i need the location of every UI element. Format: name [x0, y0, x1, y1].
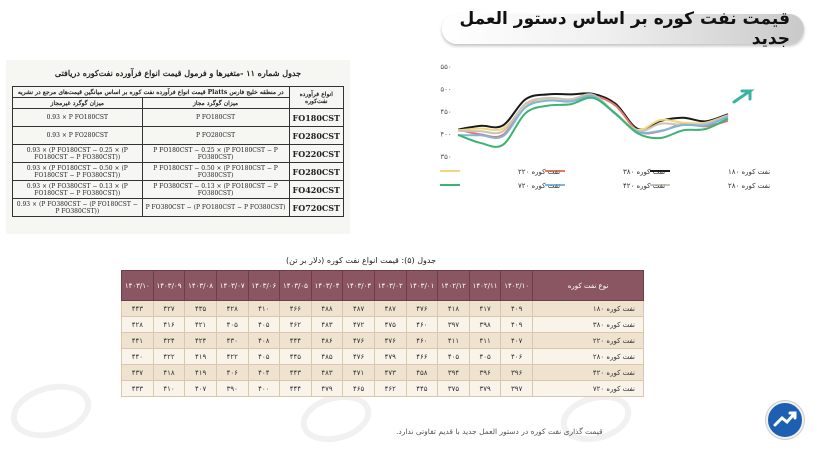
price-cell: ۴۰۵ — [216, 317, 248, 333]
row-label: نفت کوره ۲۲۰ — [533, 333, 644, 349]
price-cell: ۴۷۵ — [374, 317, 406, 333]
footnote: قیمت گذاری نفت کوره در دستور العمل جدید با قدیم تفاوتی ندارد. — [396, 427, 603, 436]
formula-disallowed: 0.93 × P FO280CST — [13, 127, 143, 145]
legend-item — [650, 182, 770, 190]
price-cell: ۴۲۱ — [185, 317, 217, 333]
price-cell: ۴۱۰ — [153, 381, 185, 397]
price-cell: ۴۱۹ — [185, 349, 217, 365]
price-table-header-period: ۱۴۰۳/۱۰ — [122, 271, 154, 301]
y-tick-label: ۵۵۰ — [440, 63, 452, 71]
price-cell: ۳۹۶ — [469, 365, 501, 381]
row-label: نفت کوره ۷۲۰ — [533, 381, 644, 397]
price-cell: ۴۸۷ — [343, 301, 375, 317]
price-cell: ۳۹۷ — [438, 317, 470, 333]
price-cell: ۴۰۵ — [469, 349, 501, 365]
price-cell: ۴۴۴ — [280, 333, 312, 349]
price-cell: ۴۴۳ — [122, 301, 154, 317]
price-cell: ۳۹۸ — [469, 317, 501, 333]
formula-disallowed: 0.93 × (P FO180CST − 0.25 × (P FO180CST − P FO380CST)) — [13, 145, 143, 163]
price-table-header-period: ۱۴۰۳/۰۱ — [406, 271, 438, 301]
formula-disallowed: 0.93 × (P FO380CST − 0.13 × (P FO180CST − P FO380CST)) — [13, 181, 143, 199]
price-cell: ۴۱۰ — [248, 301, 280, 317]
price-cell: ۴۲۸ — [216, 301, 248, 317]
formula-table — [12, 86, 344, 217]
price-table-header-period: ۱۴۰۲/۱۰ — [501, 271, 533, 301]
table-row — [122, 381, 644, 397]
price-table-header-type: نوع نفت کوره — [533, 271, 644, 301]
price-cell: ۴۰۷ — [185, 381, 217, 397]
price-cell: ۴۰۰ — [248, 381, 280, 397]
legend-label: نفت کوره ۱۸۰ — [728, 168, 771, 176]
legend-item — [545, 182, 665, 190]
y-tick-label: ۳۵۰ — [440, 153, 452, 161]
price-cell: ۴۶۶ — [406, 349, 438, 365]
price-cell: ۴۱۸ — [438, 301, 470, 317]
legend-item — [545, 168, 665, 176]
formula-code: FO280CST — [289, 163, 343, 181]
formula-code: FO280CST — [289, 127, 343, 145]
formula-allowed: P FO180CST − 0.50 × (P FO180CST − P FO380CST) — [142, 163, 289, 181]
price-cell: ۴۲۷ — [153, 301, 185, 317]
price-cell: ۴۴۵ — [280, 349, 312, 365]
formula-allowed: P FO380CST − (P FO180CST − P FO380CST) — [142, 199, 289, 217]
price-cell: ۴۸۶ — [311, 333, 343, 349]
price-cell: ۳۹۰ — [216, 381, 248, 397]
formula-table-title: جدول شماره ۱۱ -متغیرها و فرمول قیمت انواع فرآورده نفت‌کوره دریافتی — [54, 68, 302, 78]
formula-subheader-disallowed: میزان گوگرد غیرمجاز — [13, 98, 143, 109]
price-table-header-period: ۱۴۰۳/۰۹ — [153, 271, 185, 301]
price-cell: ۴۳۰ — [216, 333, 248, 349]
price-cell: ۴۷۱ — [343, 365, 375, 381]
price-cell: ۴۰۵ — [248, 317, 280, 333]
price-table-caption: جدول (۵): قیمت انواع نفت کوره (دلار بر تن) — [286, 256, 437, 265]
price-cell: ۴۷۲ — [343, 317, 375, 333]
price-cell: ۴۸۷ — [374, 301, 406, 317]
legend-label: نفت کوره ۲۲۰ — [518, 168, 561, 176]
price-cell: ۴۸۳ — [311, 365, 343, 381]
price-cell: ۴۱۶ — [153, 317, 185, 333]
table-row — [122, 301, 644, 317]
formula-subheader-allowed: میزان گوگرد مجاز — [142, 98, 289, 109]
price-table-header-period: ۱۴۰۳/۰۳ — [343, 271, 375, 301]
price-cell: ۳۷۵ — [438, 381, 470, 397]
price-cell: ۴۰۷ — [501, 333, 533, 349]
legend-label: نفت کوره ۲۸۰ — [728, 182, 771, 190]
legend-item — [650, 168, 770, 176]
formula-row — [13, 109, 344, 127]
formula-row — [13, 163, 344, 181]
price-cell: ۴۴۳ — [280, 365, 312, 381]
y-tick-label: ۴۵۰ — [440, 108, 452, 116]
price-cell: ۴۰۶ — [501, 349, 533, 365]
price-cell: ۴۴۰ — [122, 349, 154, 365]
formula-disallowed: 0.93 × (P FO180CST − 0.50 × (P FO180CST − P FO380CST)) — [13, 163, 143, 181]
series-line — [458, 96, 728, 138]
price-table-header-period: ۱۴۰۳/۰۸ — [185, 271, 217, 301]
price-cell: ۴۶۶ — [280, 301, 312, 317]
price-cell: ۴۳۳ — [122, 381, 154, 397]
price-cell: ۴۰۹ — [501, 301, 533, 317]
price-cell: ۴۷۶ — [343, 349, 375, 365]
formula-row — [13, 199, 344, 217]
price-table — [121, 270, 644, 397]
price-cell: ۴۴۴ — [280, 381, 312, 397]
price-cell: ۴۵۸ — [406, 365, 438, 381]
price-cell: ۴۷۳ — [374, 365, 406, 381]
price-table-header-period: ۱۴۰۳/۰۵ — [280, 271, 312, 301]
price-cell: ۳۷۹ — [469, 381, 501, 397]
row-label: نفت کوره ۴۲۰ — [533, 365, 644, 381]
row-label: نفت کوره ۳۸۰ — [533, 317, 644, 333]
price-cell: ۴۱۱ — [438, 333, 470, 349]
price-cell: ۴۶۲ — [280, 317, 312, 333]
price-table-header-period: ۱۴۰۳/۰۴ — [311, 271, 343, 301]
price-cell: ۳۹۶ — [501, 365, 533, 381]
formula-code: FO420CST — [289, 181, 343, 199]
legend-label: نفت کوره ۷۲۰ — [518, 182, 561, 190]
price-table-header-period: ۱۴۰۳/۰۲ — [374, 271, 406, 301]
formula-code: FO220CST — [289, 145, 343, 163]
formula-row — [13, 127, 344, 145]
price-cell: ۴۷۶ — [374, 333, 406, 349]
price-cell: ۴۸۳ — [311, 317, 343, 333]
price-cell: ۴۲۴ — [185, 333, 217, 349]
price-cell: ۴۴۱ — [122, 333, 154, 349]
price-table-header-period: ۱۴۰۲/۱۲ — [438, 271, 470, 301]
price-cell: ۴۷۹ — [311, 381, 343, 397]
page-title: قیمت نفت کوره بر اساس دستور العمل جدید — [459, 9, 790, 49]
formula-header-type: انواع فرآورده نفت‌کوره — [289, 87, 343, 109]
price-table-header-period: ۱۴۰۳/۰۶ — [248, 271, 280, 301]
price-cell: ۴۱۷ — [469, 301, 501, 317]
price-table-header-period: ۱۴۰۲/۱۱ — [469, 271, 501, 301]
price-cell: ۴۶۵ — [343, 381, 375, 397]
row-label: نفت کوره ۲۸۰ — [533, 349, 644, 365]
price-cell: ۴۳۵ — [185, 301, 217, 317]
formula-table-scan — [6, 60, 350, 234]
formula-header-prices: قیمت انواع فرآورده نفت کوره بر اساس میانگین قیمت‌های مرجع در نشریه Platts در منطقه خلیج فارس — [13, 87, 290, 98]
y-tick-label: ۴۰۰ — [440, 130, 452, 139]
formula-row — [13, 181, 344, 199]
formula-code: FO720CST — [289, 199, 343, 217]
price-cell: ۴۰۵ — [438, 349, 470, 365]
price-cell: ۴۶۰ — [406, 317, 438, 333]
up-arrow-icon — [734, 91, 750, 102]
price-cell: ۴۷۶ — [406, 301, 438, 317]
price-cell: ۴۲۲ — [216, 349, 248, 365]
formula-row — [13, 145, 344, 163]
price-cell: ۴۸۵ — [311, 349, 343, 365]
y-tick-label: ۵۰۰ — [440, 85, 452, 94]
formula-disallowed: 0.93 × (P FO380CST − (P FO180CST − P FO380CST)) — [13, 199, 143, 217]
price-cell: ۴۴۵ — [406, 381, 438, 397]
price-cell: ۴۲۴ — [153, 333, 185, 349]
price-cell: ۴۶۰ — [406, 333, 438, 349]
table-row — [122, 365, 644, 381]
price-cell: ۳۹۴ — [438, 365, 470, 381]
formula-allowed: P FO180CST — [142, 109, 289, 127]
price-cell: ۴۰۹ — [501, 317, 533, 333]
legend-label: نفت کوره ۴۲۰ — [623, 182, 666, 190]
price-cell: ۴۱۹ — [185, 365, 217, 381]
formula-allowed: P FO280CST — [142, 127, 289, 145]
price-table-header-period: ۱۴۰۳/۰۷ — [216, 271, 248, 301]
price-cell: ۴۸۸ — [311, 301, 343, 317]
chart-arrow-logo-icon — [766, 401, 804, 439]
price-cell: ۴۱۱ — [469, 333, 501, 349]
price-line-chart — [428, 58, 771, 206]
watermark-logo — [5, 375, 98, 446]
price-cell: ۴۳۷ — [122, 365, 154, 381]
formula-allowed: P FO380CST − 0.13 × (P FO180CST − P FO380CST) — [142, 181, 289, 199]
legend-item — [440, 168, 560, 176]
table-row — [122, 317, 644, 333]
row-label: نفت کوره ۱۸۰ — [533, 301, 644, 317]
legend-item — [440, 182, 560, 190]
table-row — [122, 333, 644, 349]
price-cell: ۴۶۲ — [374, 381, 406, 397]
price-cell: ۴۲۲ — [153, 349, 185, 365]
formula-disallowed: 0.93 × P FO180CST — [13, 109, 143, 127]
price-cell: ۴۲۸ — [122, 317, 154, 333]
page-title-banner — [442, 9, 804, 49]
price-cell: ۴۷۶ — [343, 333, 375, 349]
table-row — [122, 349, 644, 365]
formula-allowed: P FO180CST − 0.25 × (P FO180CST − P FO380CST) — [142, 145, 289, 163]
legend-label: نفت کوره ۳۸۰ — [623, 168, 666, 176]
price-table-header-row — [122, 271, 644, 301]
price-cell: ۴۰۶ — [216, 365, 248, 381]
price-cell: ۳۹۷ — [501, 381, 533, 397]
formula-code: FO180CST — [289, 109, 343, 127]
price-cell: ۴۱۸ — [153, 365, 185, 381]
price-cell: ۴۰۸ — [248, 333, 280, 349]
price-cell: ۴۷۹ — [374, 349, 406, 365]
price-cell: ۴۰۴ — [248, 365, 280, 381]
price-cell: ۴۰۵ — [248, 349, 280, 365]
series-line — [458, 96, 728, 137]
